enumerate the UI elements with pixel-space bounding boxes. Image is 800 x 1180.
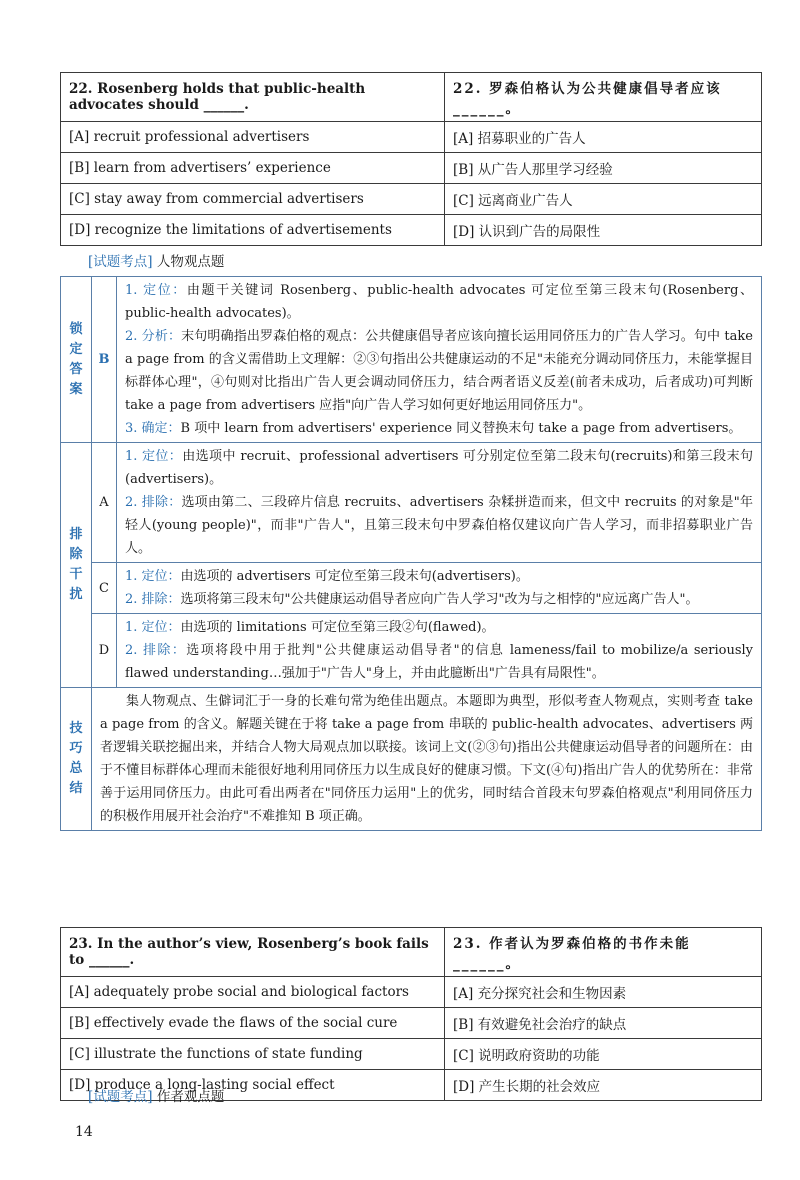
q23-option-d-en: [D] produce a long-lasting social effect — [61, 1070, 445, 1101]
q23-option-d-zh: [D] 产生长期的社会效应 — [445, 1070, 762, 1101]
q22-option-a-zh: [A] 招募职业的广告人 — [445, 122, 762, 153]
answer-line-1 — [125, 279, 753, 325]
q22-option-b-zh: [B] 从广告人那里学习经验 — [445, 153, 762, 184]
q22-question-zh: 22. 罗森伯格认为公共健康倡导者应该______。 — [445, 73, 762, 122]
distractor-c-content — [117, 563, 762, 614]
answer-line-2 — [125, 325, 753, 417]
q22-option-d-zh: [D] 认识到广告的局限性 — [445, 215, 762, 246]
q22-question-en: 22. Rosenberg holds that public-health advocates should ______. — [61, 73, 445, 122]
q23-option-c-en: [C] illustrate the functions of state funding — [61, 1039, 445, 1070]
distractor-c-line-2-text: 选项将第三段末句"公共健康运动倡导者应向广告人学习"改为与之相悖的"应远离广告人"。 — [180, 592, 699, 607]
skill-text: 集人物观点、生僻词汇于一身的长难句常为绝佳出题点。本题即为典型，形似考查人物观点，实则考查 take a page from 的含义。解题关键在于将 take a page from 串联的 public-health advocates、advertisers 两者逻辑关联挖掘出来，并结合人物大局观点加以联接。该词上文(②③句)指出公共健康运动倡导者的问题所在：由于不懂目标群体心理而未能很好地利用同侪压力以生成良好的健康习惯。下文(④句)指出广告人的优势所在：非常善于运用同侪压力。由此可看出两者在"同侪压力运用"上的优劣，同时结合首段末句罗森伯格观点"利用同侪压力的积极作用展开社会治疗"不难推知 B 项正确。 — [100, 694, 753, 824]
distractor-c-line-2 — [125, 588, 753, 611]
skill-section-label: 技巧总结 — [61, 688, 92, 831]
distractor-d-line-2-text: 选项将段中用于批判"公共健康运动倡导者"的信息 lameness/fail to mobilize/a seriously flawed understanding…强加于"广告人"身上，并由此臆断出"广告具有局限性"。 — [125, 643, 753, 681]
q23-question-en: 23. In the author’s view, Rosenberg’s book fails to ______. — [61, 928, 445, 977]
q23-option-a-zh: [A] 充分探究社会和生物因素 — [445, 977, 762, 1008]
q23-option-c-zh: [C] 说明政府资助的功能 — [445, 1039, 762, 1070]
distractor-c-letter: C — [92, 563, 117, 614]
q23-tag-label: [试题考点] — [88, 1089, 153, 1105]
q22-option-b-en: [B] learn from advertisers’ experience — [61, 153, 445, 184]
answer-line-3-text: B 项中 learn from advertisers' experience 同义替换末句 take a page from advertisers。 — [180, 421, 742, 436]
distractor-d-line-1-label: 1. 定位： — [125, 620, 181, 635]
distractor-c-line-1-text: 由选项的 advertisers 可定位至第三段末句(advertisers)。 — [180, 569, 529, 584]
distractor-d-line-2 — [125, 639, 753, 685]
q22-tag-label: [试题考点] — [88, 254, 153, 270]
page-number: 14 — [75, 1124, 93, 1140]
q22-option-c-en: [C] stay away from commercial advertisers — [61, 184, 445, 215]
q23-table — [60, 927, 762, 1101]
answer-line-1-label: 1. 定位： — [125, 283, 187, 298]
q22-option-a-en: [A] recruit professional advertisers — [61, 122, 445, 153]
answer-line-3-label: 3. 确定： — [125, 421, 181, 436]
distractor-c-line-2-label: 2. 排除： — [125, 592, 181, 607]
distractor-d-letter: D — [92, 614, 117, 688]
distractor-a-line-2 — [125, 491, 753, 560]
distractor-row-a — [61, 443, 762, 563]
distractor-d-line-2-label: 2. 排除： — [125, 643, 187, 658]
answer-line-1-text: 由题干关键词 Rosenberg、public-health advocates 可定位至第三段末句(Rosenberg、public-health advocates)。 — [125, 283, 753, 321]
skill-row — [61, 688, 762, 831]
distractor-row-d — [61, 614, 762, 688]
answer-line-2-text: 末句明确指出罗森伯格的观点：公共健康倡导者应该向擅长运用同侪压力的广告人学习。句中 take a page from 的含义需借助上文理解：②③句指出公共健康运动的不足"未能充分调动同侪压力，未能掌握目标群体心理"，④句则对比指出广告人更会调动同侪压力，结合两者语义反差(前者未成功，后者成功)可判断 take a page from advertisers 应指"向广告人学习如何更好地运用同侪压力"。 — [125, 329, 753, 413]
skill-content — [92, 688, 762, 831]
answer-letter: B — [92, 277, 117, 443]
q23-option-b-zh: [B] 有效避免社会治疗的缺点 — [445, 1008, 762, 1039]
distractor-row-c — [61, 563, 762, 614]
analysis-table — [60, 276, 762, 831]
answer-line-3 — [125, 417, 753, 440]
q23-question-zh: 23. 作者认为罗森伯格的书作未能______。 — [445, 928, 762, 977]
q22-table — [60, 72, 762, 246]
distractor-a-line-1-label: 1. 定位： — [125, 449, 183, 464]
distractor-a-line-1-text: 由选项中 recruit、professional advertisers 可分别定位至第二段末句(recruits)和第三段末句(advertisers)。 — [125, 449, 753, 487]
answer-section-label: 锁定答案 — [61, 277, 92, 443]
distractor-a-letter: A — [92, 443, 117, 563]
q23-tag-line — [88, 1085, 224, 1105]
distractor-a-content — [117, 443, 762, 563]
distractor-d-line-1-text: 由选项的 limitations 可定位至第三段②句(flawed)。 — [180, 620, 495, 635]
q22-option-d-en: [D] recognize the limitations of advertisements — [61, 215, 445, 246]
distractor-d-content — [117, 614, 762, 688]
q23-option-b-en: [B] effectively evade the flaws of the social cure — [61, 1008, 445, 1039]
answer-line-2-label: 2. 分析： — [125, 329, 182, 344]
q23-tag-value: 作者观点题 — [156, 1089, 225, 1105]
answer-content — [117, 277, 762, 443]
q22-tag-value: 人物观点题 — [156, 254, 225, 270]
distractor-a-line-1 — [125, 445, 753, 491]
distractor-a-line-2-label: 2. 排除： — [125, 495, 182, 510]
answer-row — [61, 277, 762, 443]
distractor-c-line-1 — [125, 565, 753, 588]
distractor-section-label: 排除干扰 — [61, 443, 92, 688]
q22-option-c-zh: [C] 远离商业广告人 — [445, 184, 762, 215]
distractor-d-line-1 — [125, 616, 753, 639]
distractor-c-line-1-label: 1. 定位： — [125, 569, 181, 584]
q22-tag-line — [88, 250, 224, 270]
distractor-a-line-2-text: 选项由第二、三段碎片信息 recruits、advertisers 杂糅拼造而来，但文中 recruits 的对象是"年轻人(young people)"，而非"广告人"，且第三段末句中罗森伯格仅建议向广告人学习，而非招募职业广告人。 — [125, 495, 753, 556]
q23-option-a-en: [A] adequately probe social and biological factors — [61, 977, 445, 1008]
